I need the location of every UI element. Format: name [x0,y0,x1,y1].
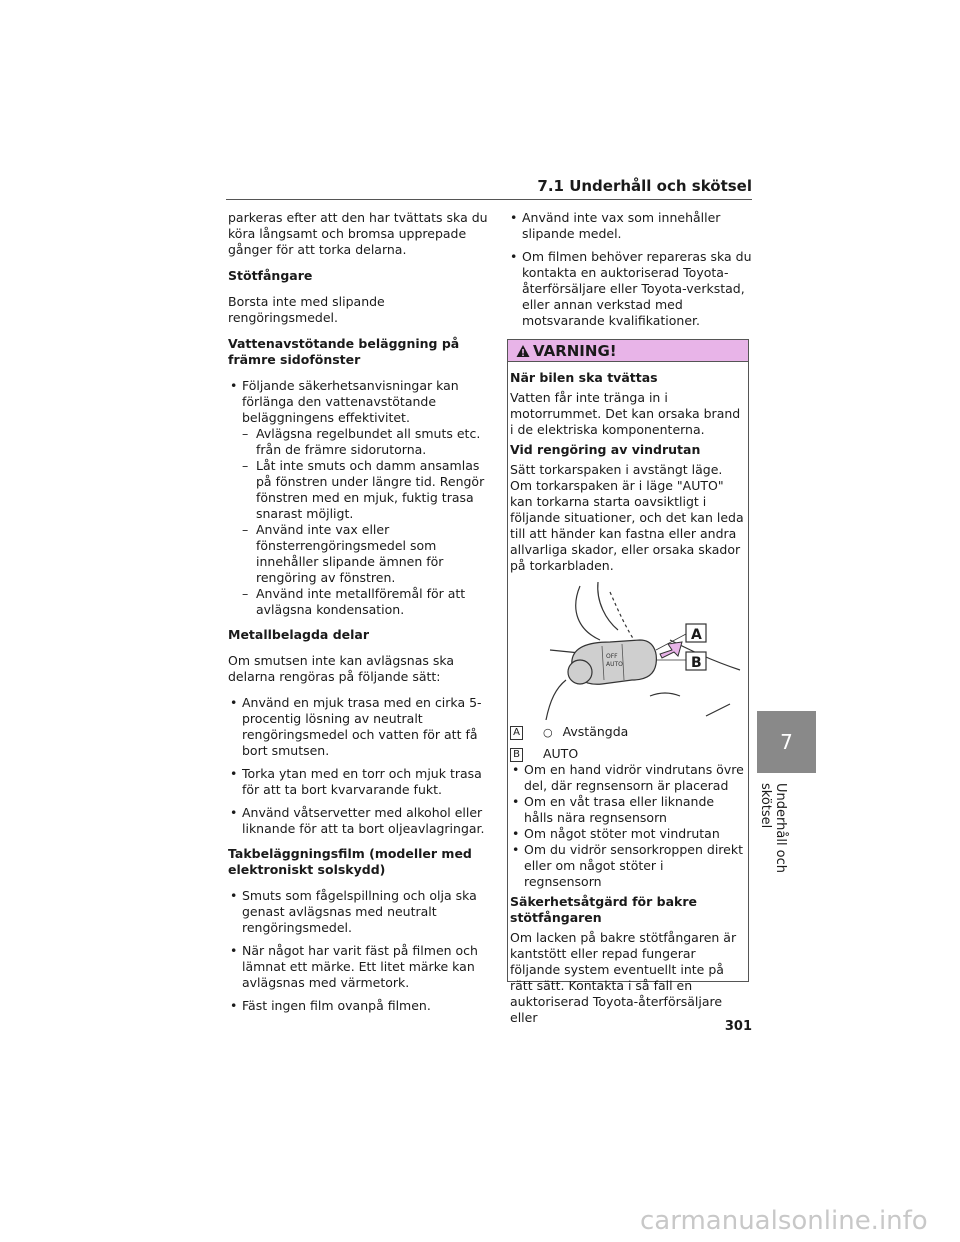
header-divider [226,199,752,200]
list-item: • Om något stöter mot vindrutan [510,826,744,842]
callout-b: B [691,655,702,671]
intro-paragraph: parkeras efter att den har tvättats ska du köra långsamt och bromsa upprepade gånger för att torka delarna. [228,210,488,257]
water-heading: Vattenavstötande beläggning på främre sidofönster [228,336,460,367]
legend-a-label: A [510,726,523,740]
wipe-heading: Vid rengöring av vindrutan [510,442,701,457]
chapter-tab[interactable]: 7 [757,711,816,773]
wiper-lever-drawing [510,580,746,720]
list-item: • Använd våtservetter med alkohol eller liknande för att ta bort oljeavlagringar. [228,805,490,837]
list-item: • När något har varit fäst på filmen och lämnat ett märke. Ett litet märke kan avlägsnas med värmetork. [228,943,490,991]
list-item: – Avlägsna regelbundet all smuts etc. från de främre sidorutorna. [242,426,490,458]
warning-header [508,340,748,362]
page-number: 301 [724,1019,752,1034]
legend-b-text: AUTO [542,746,579,761]
list-item: – Använd inte vax eller fönsterrengöringsmedel som innehåller slipande ämnen för rengöring av fönstren. [242,522,490,586]
warning-box [507,339,749,1025]
list-item: • Om filmen behöver repareras ska du kontakta en auktoriserad Toyota-återförsäljare eller Toyota-verkstad, eller annan verkstad med motsvarande kvalifikationer. [508,249,752,329]
svg-text:AUTO: AUTO [606,661,623,668]
list-item: • Torka ytan med en torr och mjuk trasa för att ta bort kvarvarande fukt. [228,766,490,798]
list-item: • Om en hand vidrör vindrutans övre del, där regnsensorn är placerad [510,762,744,794]
list-item: – Använd inte metallföremål för att avlägsna kondensation. [242,586,490,618]
chapter-tab-label: Underhåll och skötsel [758,783,788,874]
list-item [228,378,490,618]
svg-text:OFF: OFF [606,653,618,660]
list-item: • Om en våt trasa eller liknande hålls nära regnsensorn [510,794,744,826]
wash-heading: När bilen ska tvättas [510,370,658,385]
water-list [228,378,490,618]
left-column [228,210,490,1023]
wipe-text: Sätt torkarspaken i avstängt läge. Om torkarspaken är i läge "AUTO" kan torkarna starta oavsiktligt i följande situationer, och det kan leda till att händer kan fastna eller andra allvarliga skador, eller orsaka skador på torkarbladen. [510,462,744,573]
rear-bumper-heading: Säkerhetsåtgärd för bakre stötfångaren [510,894,697,925]
film-list [228,888,490,1014]
metal-list [228,695,490,837]
list-item: • Smuts som fågelspillning och olja ska genast avlägsnas med neutralt rengöringsmedel. [228,888,490,936]
right-list [508,210,752,329]
list-item: • Använd en mjuk trasa med en cirka 5-procentig lösning av neutralt rengöringsmedel och vatten för att få bort smutsen. [228,695,490,759]
wash-text: Vatten får inte tränga in i motorrummet. Det kan orsaka brand i de elektriska komponenterna. [510,390,741,437]
watermark: carmanualsonline.info [640,1206,928,1236]
legend-b [510,746,744,762]
water-bullet-text: Följande säkerhetsanvisningar kan förlänga den vattenavstötande beläggningens effektivitet. [242,378,459,425]
callout-a: A [691,627,702,643]
bumper-heading: Stötfångare [228,268,313,283]
water-dash-list [242,426,490,618]
wiper-lever-illustration [510,580,744,720]
legend-a [510,724,744,741]
metal-text: Om smutsen inte kan avlägsnas ska delarna rengöras på följande sätt: [228,653,455,684]
section-title: 7.1 Underhåll och skötsel [537,177,752,195]
warning-body [508,362,748,1026]
list-item: • Använd inte vax som innehåller slipande medel. [508,210,752,242]
legend-a-text: Avstängda [562,724,629,739]
right-column [508,210,752,338]
list-item: • Fäst ingen film ovanpå filmen. [228,998,490,1014]
list-item: • Om du vidrör sensorkroppen direkt eller om något stöter i regnsensorn [510,842,744,890]
list-item: – Låt inte smuts och damm ansamlas på fönstren under längre tid. Rengör fönstren med en mjuk, fuktig trasa snarast möjligt. [242,458,490,522]
rear-bumper-text: Om lacken på bakre stötfångaren är kantstött eller repad fungerar följande system eventuellt inte på rätt sätt. Kontakta i så fall en auktoriserad Toyota-återförsäljare eller [510,930,737,1025]
off-symbol-icon: ○ [542,726,553,739]
metal-heading: Metallbelagda delar [228,627,370,642]
warning-title: VARNING! [533,341,617,360]
warning-list [510,762,744,890]
legend-b-label: B [510,748,523,762]
warning-triangle-icon [516,344,530,358]
film-heading: Takbeläggningsfilm (modeller med elektroniskt solskydd) [228,846,472,877]
bumper-text: Borsta inte med slipande rengöringsmedel. [228,294,385,325]
